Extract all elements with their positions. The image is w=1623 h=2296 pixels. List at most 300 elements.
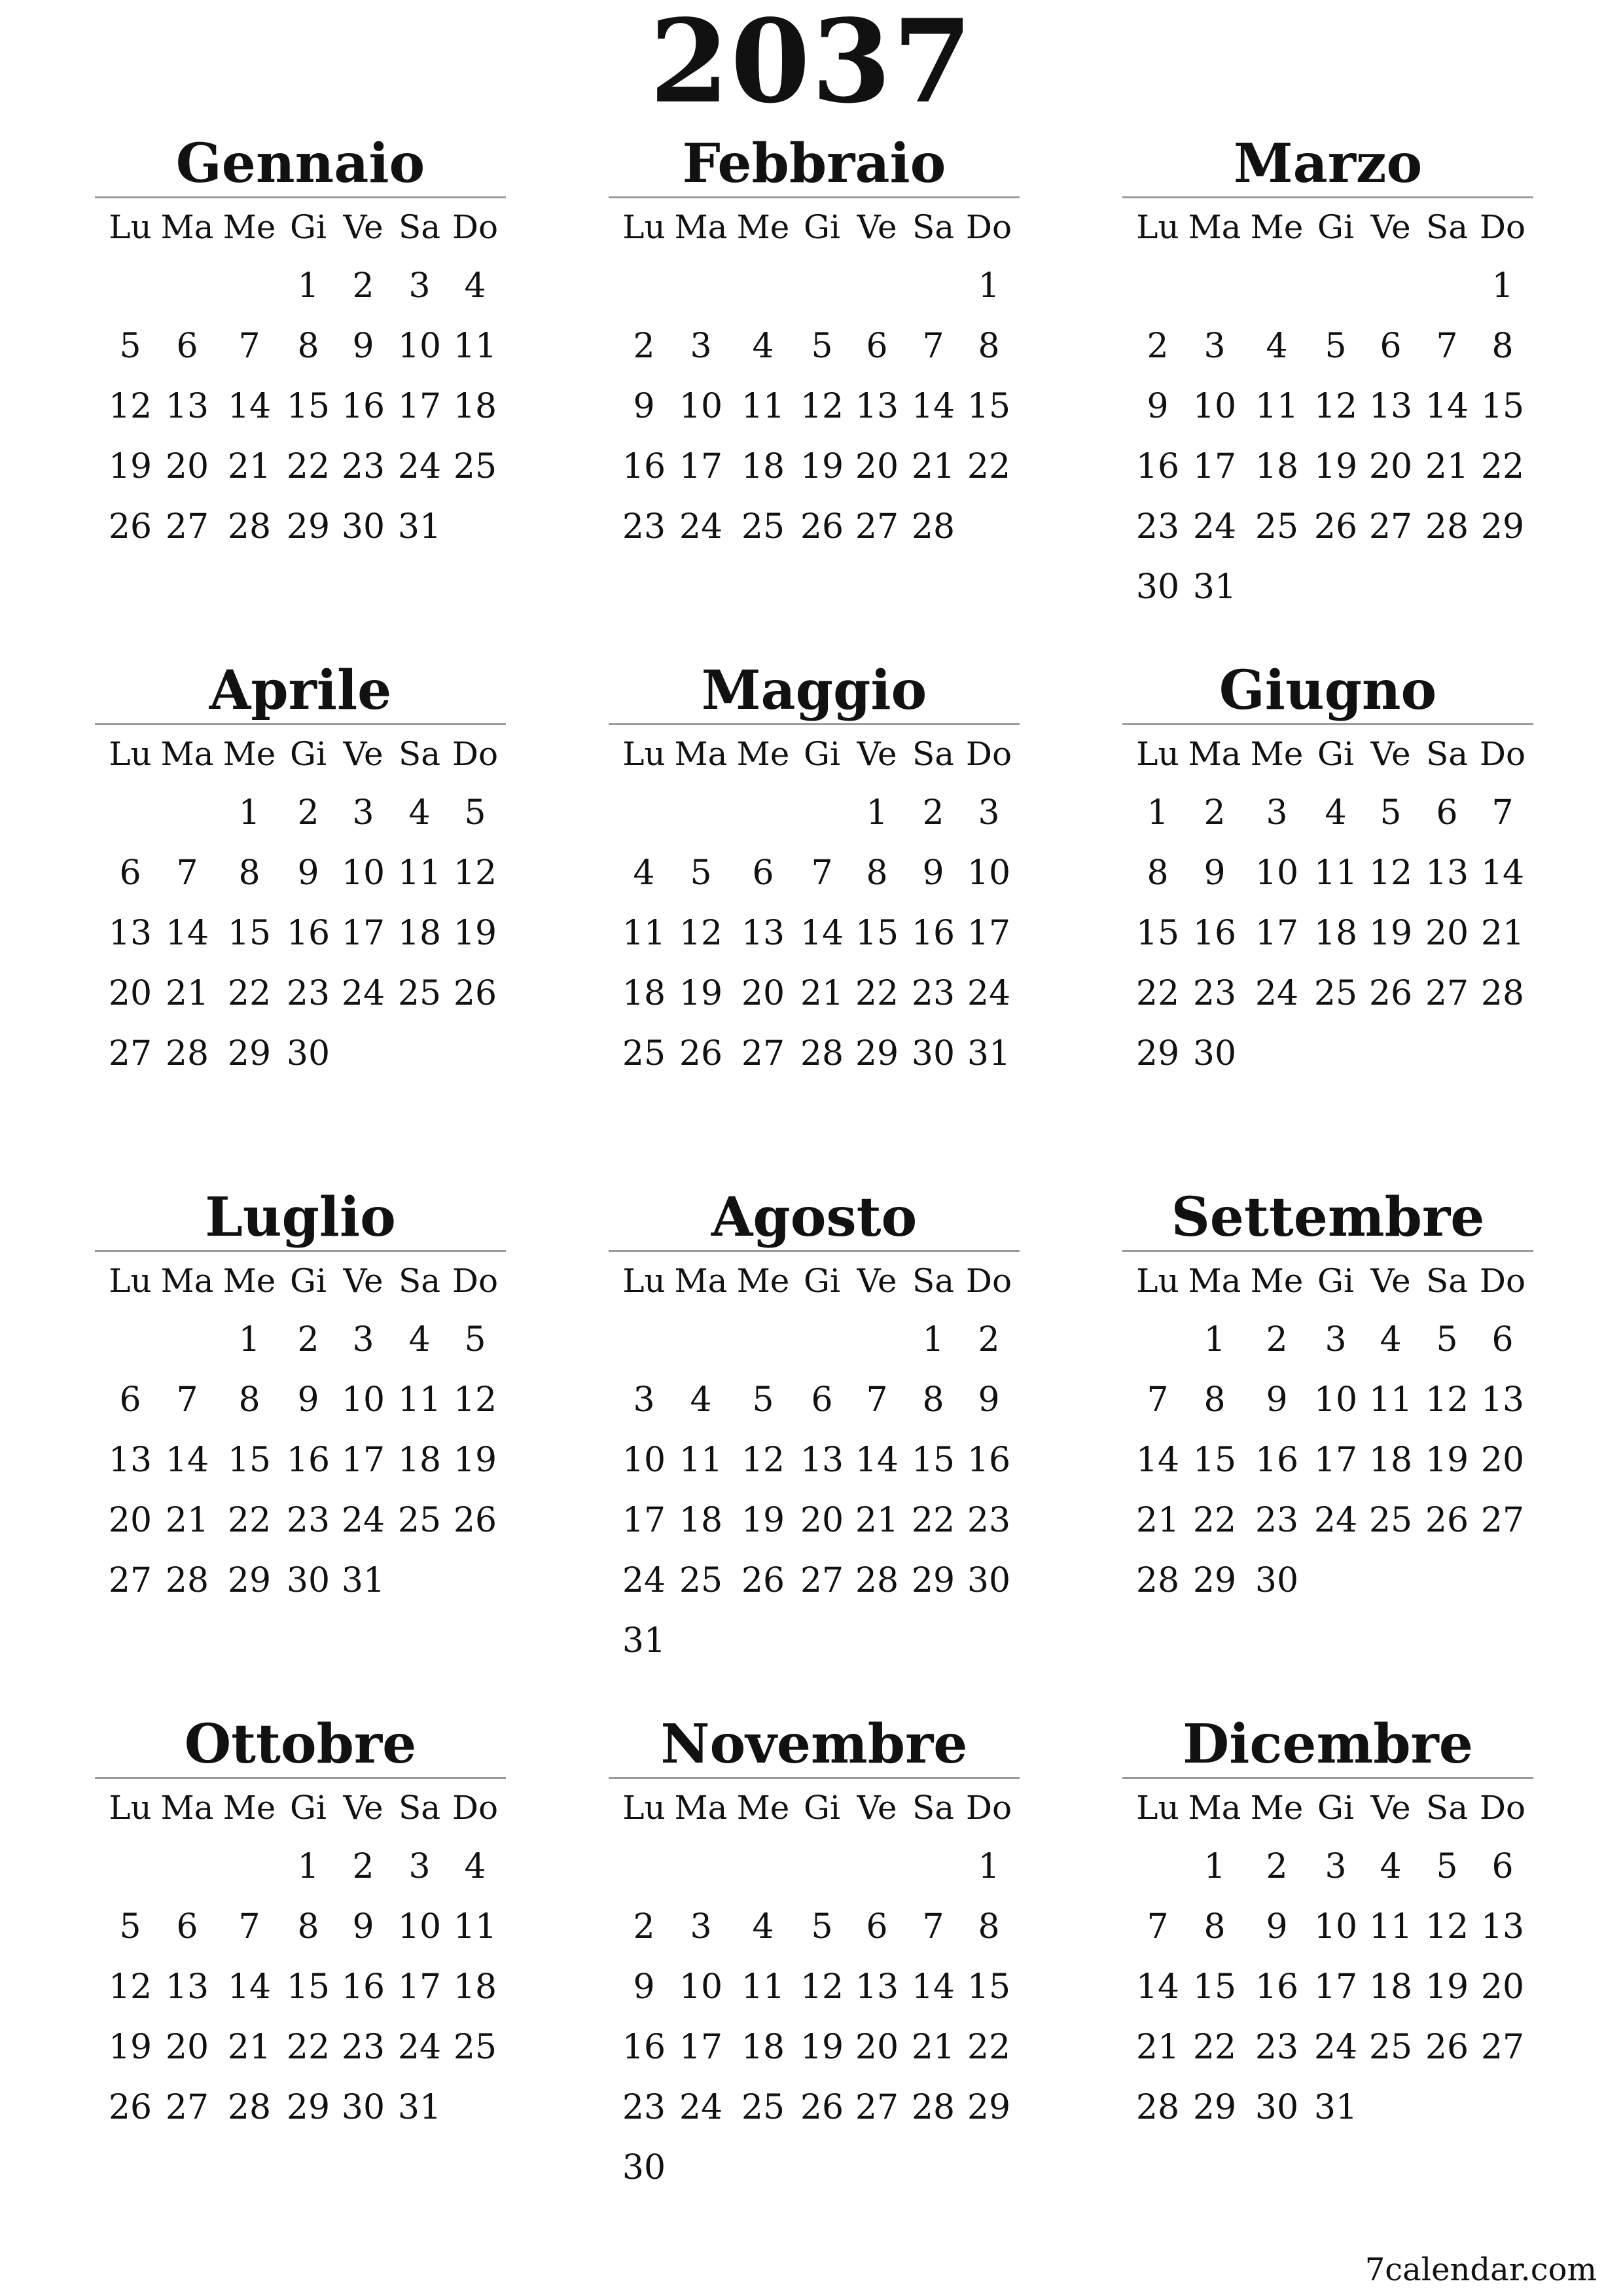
- day-cell: 14: [855, 1441, 899, 1480]
- day-cell: 12: [741, 1441, 785, 1480]
- day-cell: 3: [1325, 1320, 1347, 1359]
- day-cell: 15: [1135, 914, 1180, 953]
- weekday-header: Sa: [1425, 1262, 1469, 1300]
- day-cell: 17: [679, 447, 723, 486]
- day-cell: 8: [238, 1380, 260, 1420]
- day-cell: 9: [978, 1380, 1000, 1420]
- weekday-header: Ve: [1370, 735, 1411, 773]
- empty-cell: [671, 1310, 730, 1370]
- day-cell: 24: [967, 974, 1011, 1013]
- day-cell: 27: [855, 507, 899, 547]
- day-cell: 14: [1135, 1441, 1180, 1480]
- month-name: Marzo: [1233, 132, 1423, 195]
- day-cell: 23: [286, 974, 330, 1013]
- day-cell: 5: [1436, 1847, 1458, 1886]
- day-cell: 23: [622, 507, 666, 547]
- day-cell: 11: [397, 1380, 442, 1420]
- day-cell: 22: [967, 447, 1011, 486]
- day-cell: 11: [453, 1907, 497, 1946]
- day-cell: 25: [453, 2028, 497, 2067]
- day-cell: 7: [922, 327, 944, 366]
- day-cell: 5: [464, 1320, 486, 1359]
- weekday-header: Do: [965, 1789, 1012, 1827]
- day-cell: 12: [453, 1380, 497, 1420]
- day-cell: 9: [1266, 1380, 1288, 1420]
- month-maggio: [609, 658, 1020, 1084]
- day-cell: 4: [1266, 327, 1288, 366]
- day-cell: 14: [911, 387, 955, 426]
- day-cell: 7: [1147, 1380, 1169, 1420]
- day-cell: 16: [286, 1441, 330, 1480]
- weekday-header: Ma: [160, 1262, 214, 1300]
- day-cell: 29: [286, 2088, 330, 2127]
- day-cell: 12: [108, 387, 152, 426]
- weekday-header: Sa: [912, 1789, 955, 1827]
- day-cell: 8: [978, 327, 1000, 366]
- weekday-header: Do: [1479, 208, 1526, 246]
- day-cell: 7: [176, 1380, 198, 1420]
- day-cell: 14: [911, 1967, 955, 2007]
- empty-cell: [1310, 256, 1362, 316]
- day-cell: 14: [227, 387, 272, 426]
- day-cell: 25: [1313, 974, 1358, 1013]
- weekday-header: Ve: [857, 1262, 897, 1300]
- day-cell: 4: [1380, 1847, 1402, 1886]
- month-name: Agosto: [711, 1186, 918, 1249]
- day-cell: 17: [622, 1501, 666, 1540]
- day-cell: 23: [622, 2088, 666, 2127]
- day-cell: 28: [1135, 1561, 1180, 1600]
- empty-cell: [671, 1837, 730, 1897]
- day-cell: 4: [752, 1907, 774, 1946]
- weekday-header: Lu: [109, 1262, 152, 1300]
- weekday-header: Ve: [857, 208, 897, 246]
- day-cell: 9: [352, 327, 374, 366]
- empty-cell: [1419, 256, 1474, 316]
- day-cell: 11: [1255, 387, 1299, 426]
- day-cell: 2: [922, 793, 944, 833]
- day-cell: 12: [1425, 1907, 1469, 1946]
- day-cell: 21: [1135, 2028, 1180, 2067]
- weekday-header: Do: [965, 735, 1012, 773]
- weekday-header: Ve: [1370, 1789, 1411, 1827]
- day-cell: 17: [341, 914, 385, 953]
- day-cell: 16: [1192, 914, 1237, 953]
- day-cell: 16: [1255, 1441, 1299, 1480]
- day-cell: 27: [165, 2088, 209, 2127]
- month-gennaio: [95, 131, 506, 557]
- day-cell: 19: [108, 2028, 152, 2067]
- weekday-header: Lu: [109, 735, 152, 773]
- weekday-header: Do: [452, 735, 499, 773]
- day-cell: 18: [1368, 1967, 1413, 2007]
- day-cell: 22: [1135, 974, 1180, 1013]
- day-cell: 13: [855, 1967, 899, 2007]
- day-cell: 26: [1368, 974, 1413, 1013]
- empty-cell: [1130, 1310, 1185, 1370]
- day-cell: 25: [1255, 507, 1299, 547]
- day-cell: 9: [1204, 853, 1226, 893]
- day-cell: 1: [297, 266, 319, 306]
- weekday-header: Gi: [804, 208, 840, 246]
- day-cell: 23: [341, 2028, 385, 2067]
- day-cell: 4: [633, 853, 655, 893]
- day-cell: 7: [176, 853, 198, 893]
- day-cell: 21: [1480, 914, 1525, 953]
- day-cell: 2: [1266, 1320, 1288, 1359]
- day-cell: 8: [297, 327, 319, 366]
- day-cell: 15: [227, 1441, 272, 1480]
- day-cell: 15: [967, 1967, 1011, 2007]
- weekday-header: Gi: [1317, 208, 1354, 246]
- weekday-header: Sa: [1425, 735, 1469, 773]
- weekday-header: Lu: [622, 1789, 666, 1827]
- day-cell: 28: [1480, 974, 1525, 1013]
- day-cell: 1: [1491, 266, 1514, 306]
- day-cell: 8: [1147, 853, 1169, 893]
- day-cell: 2: [1266, 1847, 1288, 1886]
- day-cell: 11: [741, 387, 785, 426]
- weekday-header: Me: [736, 735, 790, 773]
- day-cell: 8: [1491, 327, 1514, 366]
- day-cell: 19: [108, 447, 152, 486]
- day-cell: 20: [1480, 1441, 1525, 1480]
- day-cell: 7: [1147, 1907, 1169, 1946]
- empty-cell: [103, 256, 158, 316]
- weekday-header: Ve: [1370, 1262, 1411, 1300]
- day-cell: 3: [690, 327, 712, 366]
- day-cell: 7: [811, 853, 833, 893]
- day-cell: 15: [911, 1441, 955, 1480]
- weekday-header: Ve: [343, 735, 383, 773]
- day-cell: 26: [800, 2088, 844, 2127]
- day-cell: 27: [108, 1034, 152, 1073]
- day-cell: 4: [752, 327, 774, 366]
- day-cell: 2: [352, 1847, 374, 1886]
- empty-cell: [906, 1837, 961, 1897]
- day-cell: 24: [1192, 507, 1237, 547]
- day-cell: 8: [866, 853, 888, 893]
- empty-cell: [848, 1837, 906, 1897]
- day-cell: 25: [741, 507, 785, 547]
- month-dicembre: [1122, 1712, 1533, 2138]
- day-cell: 10: [341, 853, 385, 893]
- day-cell: 17: [1313, 1967, 1358, 2007]
- day-cell: 23: [286, 1501, 330, 1540]
- day-cell: 29: [855, 1034, 899, 1073]
- day-cell: 5: [1325, 327, 1347, 366]
- empty-cell: [796, 256, 848, 316]
- day-cell: 2: [1204, 793, 1226, 833]
- day-cell: 10: [397, 1907, 442, 1946]
- day-cell: 27: [1425, 974, 1469, 1013]
- day-cell: 26: [108, 507, 152, 547]
- day-cell: 25: [741, 2088, 785, 2127]
- day-grid: [1130, 198, 1533, 617]
- day-cell: 17: [1313, 1441, 1358, 1480]
- month-giugno: [1122, 658, 1533, 1084]
- day-cell: 30: [286, 1561, 330, 1600]
- day-cell: 19: [800, 447, 844, 486]
- day-cell: 12: [800, 1967, 844, 2007]
- day-cell: 26: [679, 1034, 723, 1073]
- day-cell: 22: [911, 1501, 955, 1540]
- empty-cell: [730, 1310, 796, 1370]
- day-cell: 22: [227, 974, 272, 1013]
- empty-cell: [158, 1310, 217, 1370]
- weekday-header: Lu: [1136, 1262, 1179, 1300]
- day-cell: 28: [227, 2088, 272, 2127]
- day-cell: 17: [967, 914, 1011, 953]
- day-cell: 1: [297, 1847, 319, 1886]
- day-cell: 6: [176, 1907, 198, 1946]
- day-cell: 5: [811, 327, 833, 366]
- day-cell: 27: [800, 1561, 844, 1600]
- day-cell: 22: [967, 2028, 1011, 2067]
- day-cell: 10: [397, 327, 442, 366]
- day-cell: 31: [341, 1561, 385, 1600]
- day-cell: 3: [1204, 327, 1226, 366]
- day-cell: 30: [1192, 1034, 1237, 1073]
- day-cell: 21: [800, 974, 844, 1013]
- empty-cell: [103, 1310, 158, 1370]
- day-cell: 11: [622, 914, 666, 953]
- day-cell: 8: [978, 1907, 1000, 1946]
- month-name: Novembre: [660, 1713, 968, 1776]
- day-cell: 14: [227, 1967, 272, 2007]
- day-cell: 10: [679, 1967, 723, 2007]
- day-cell: 28: [800, 1034, 844, 1073]
- day-cell: 18: [453, 387, 497, 426]
- day-grid: [616, 725, 1020, 1084]
- day-cell: 12: [1313, 387, 1358, 426]
- day-cell: 10: [679, 387, 723, 426]
- weekday-header: Gi: [804, 1789, 840, 1827]
- empty-cell: [796, 783, 848, 843]
- day-cell: 30: [341, 507, 385, 547]
- day-cell: 9: [633, 387, 655, 426]
- day-cell: 2: [1147, 327, 1169, 366]
- day-grid: [616, 198, 1020, 557]
- day-cell: 4: [408, 793, 431, 833]
- day-cell: 5: [1436, 1320, 1458, 1359]
- day-cell: 28: [227, 507, 272, 547]
- day-cell: 26: [800, 507, 844, 547]
- weekday-header: Sa: [398, 1789, 441, 1827]
- empty-cell: [671, 783, 730, 843]
- empty-cell: [1244, 256, 1310, 316]
- day-cell: 13: [800, 1441, 844, 1480]
- weekday-header: Ma: [160, 1789, 214, 1827]
- empty-cell: [103, 783, 158, 843]
- empty-cell: [103, 1837, 158, 1897]
- day-cell: 1: [1204, 1847, 1226, 1886]
- day-cell: 31: [622, 1621, 666, 1660]
- day-cell: 20: [1425, 914, 1469, 953]
- day-cell: 12: [679, 914, 723, 953]
- weekday-header: Ve: [343, 1789, 383, 1827]
- day-cell: 18: [741, 2028, 785, 2067]
- day-cell: 10: [1313, 1380, 1358, 1420]
- month-name: Maggio: [701, 659, 927, 722]
- day-cell: 13: [741, 914, 785, 953]
- day-cell: 28: [1135, 2088, 1180, 2127]
- weekday-header: Gi: [1317, 1262, 1354, 1300]
- weekday-header: Ma: [1188, 735, 1241, 773]
- day-cell: 26: [1425, 1501, 1469, 1540]
- weekday-header: Do: [452, 1262, 499, 1300]
- day-cell: 13: [855, 387, 899, 426]
- month-novembre: [609, 1712, 1020, 2198]
- day-cell: 16: [911, 914, 955, 953]
- day-cell: 11: [741, 1967, 785, 2007]
- day-cell: 19: [1425, 1441, 1469, 1480]
- day-cell: 21: [165, 1501, 209, 1540]
- day-cell: 1: [238, 793, 260, 833]
- day-cell: 26: [1313, 507, 1358, 547]
- day-cell: 11: [1368, 1907, 1413, 1946]
- empty-cell: [158, 1837, 217, 1897]
- day-cell: 3: [633, 1380, 655, 1420]
- day-cell: 22: [286, 2028, 330, 2067]
- day-cell: 11: [1368, 1380, 1413, 1420]
- empty-cell: [1362, 256, 1419, 316]
- weekday-header: Sa: [912, 735, 955, 773]
- empty-cell: [1130, 256, 1185, 316]
- day-cell: 10: [1192, 387, 1237, 426]
- weekday-header: Me: [736, 1262, 790, 1300]
- weekday-header: Me: [736, 208, 790, 246]
- weekday-header: Ve: [857, 735, 897, 773]
- day-cell: 1: [238, 1320, 260, 1359]
- day-cell: 19: [741, 1501, 785, 1540]
- day-cell: 16: [286, 914, 330, 953]
- day-cell: 21: [227, 447, 272, 486]
- day-cell: 5: [690, 853, 712, 893]
- day-cell: 24: [1313, 2028, 1358, 2067]
- day-cell: 18: [397, 914, 442, 953]
- day-cell: 19: [453, 914, 497, 953]
- weekday-header: Gi: [804, 1262, 840, 1300]
- day-cell: 15: [286, 387, 330, 426]
- year-title: 2037: [649, 0, 974, 129]
- day-cell: 15: [967, 387, 1011, 426]
- day-cell: 15: [1192, 1967, 1237, 2007]
- day-cell: 20: [165, 2028, 209, 2067]
- day-cell: 6: [1380, 327, 1402, 366]
- month-name: Gennaio: [175, 132, 425, 195]
- weekday-header: Lu: [622, 735, 666, 773]
- month-agosto: [609, 1185, 1020, 1671]
- day-cell: 23: [341, 447, 385, 486]
- day-cell: 28: [1425, 507, 1469, 547]
- day-cell: 13: [1480, 1907, 1525, 1946]
- day-cell: 3: [1266, 793, 1288, 833]
- day-cell: 18: [453, 1967, 497, 2007]
- day-cell: 12: [1425, 1380, 1469, 1420]
- day-cell: 21: [1135, 1501, 1180, 1540]
- day-cell: 30: [1255, 1561, 1299, 1600]
- day-cell: 2: [297, 1320, 319, 1359]
- day-cell: 21: [911, 447, 955, 486]
- day-cell: 9: [1147, 387, 1169, 426]
- day-cell: 25: [1368, 2028, 1413, 2067]
- day-cell: 1: [866, 793, 888, 833]
- empty-cell: [217, 256, 282, 316]
- weekday-header: Ve: [343, 1262, 383, 1300]
- day-cell: 29: [1192, 1561, 1237, 1600]
- day-cell: 30: [622, 2148, 666, 2187]
- day-cell: 16: [967, 1441, 1011, 1480]
- weekday-header: Ve: [1370, 208, 1411, 246]
- weekday-header: Ma: [674, 208, 728, 246]
- day-cell: 13: [1480, 1380, 1525, 1420]
- weekday-header: Ve: [857, 1789, 897, 1827]
- day-cell: 30: [341, 2088, 385, 2127]
- day-cell: 6: [866, 327, 888, 366]
- weekday-header: Ma: [1188, 1262, 1241, 1300]
- day-cell: 26: [108, 2088, 152, 2127]
- day-cell: 8: [238, 853, 260, 893]
- month-febbraio: [609, 131, 1020, 557]
- day-cell: 29: [967, 2088, 1011, 2127]
- day-cell: 26: [453, 974, 497, 1013]
- month-luglio: [95, 1185, 506, 1611]
- day-cell: 8: [297, 1907, 319, 1946]
- day-cell: 17: [397, 1967, 442, 2007]
- day-cell: 18: [679, 1501, 723, 1540]
- weekday-header: Me: [1250, 1262, 1304, 1300]
- empty-cell: [906, 256, 961, 316]
- day-cell: 7: [922, 1907, 944, 1946]
- day-grid: [1130, 1252, 1533, 1611]
- day-cell: 7: [1491, 793, 1514, 833]
- day-grid: [1130, 725, 1533, 1084]
- day-cell: 14: [1480, 853, 1525, 893]
- weekday-header: Sa: [1425, 1789, 1469, 1827]
- day-cell: 5: [1380, 793, 1402, 833]
- day-cell: 23: [1255, 2028, 1299, 2067]
- weekday-header: Me: [1250, 735, 1304, 773]
- weekday-header: Ma: [674, 1789, 728, 1827]
- day-cell: 6: [811, 1380, 833, 1420]
- day-cell: 18: [741, 447, 785, 486]
- day-cell: 9: [352, 1907, 374, 1946]
- day-cell: 15: [286, 1967, 330, 2007]
- day-cell: 18: [397, 1441, 442, 1480]
- day-cell: 4: [1325, 793, 1347, 833]
- day-cell: 24: [341, 1501, 385, 1540]
- weekday-header: Sa: [398, 735, 441, 773]
- day-cell: 3: [408, 266, 431, 306]
- day-cell: 27: [1480, 2028, 1525, 2067]
- day-cell: 3: [690, 1907, 712, 1946]
- day-cell: 31: [1313, 2088, 1358, 2127]
- weekday-header: Gi: [290, 1262, 327, 1300]
- weekday-header: Gi: [1317, 1789, 1354, 1827]
- day-cell: 29: [1192, 2088, 1237, 2127]
- weekday-header: Lu: [1136, 1789, 1179, 1827]
- day-cell: 4: [690, 1380, 712, 1420]
- day-cell: 15: [227, 914, 272, 953]
- day-cell: 11: [453, 327, 497, 366]
- weekday-header: Me: [1250, 1789, 1304, 1827]
- day-cell: 29: [1480, 507, 1525, 547]
- empty-cell: [848, 1310, 906, 1370]
- day-cell: 7: [866, 1380, 888, 1420]
- day-cell: 13: [1425, 853, 1469, 893]
- day-cell: 20: [855, 2028, 899, 2067]
